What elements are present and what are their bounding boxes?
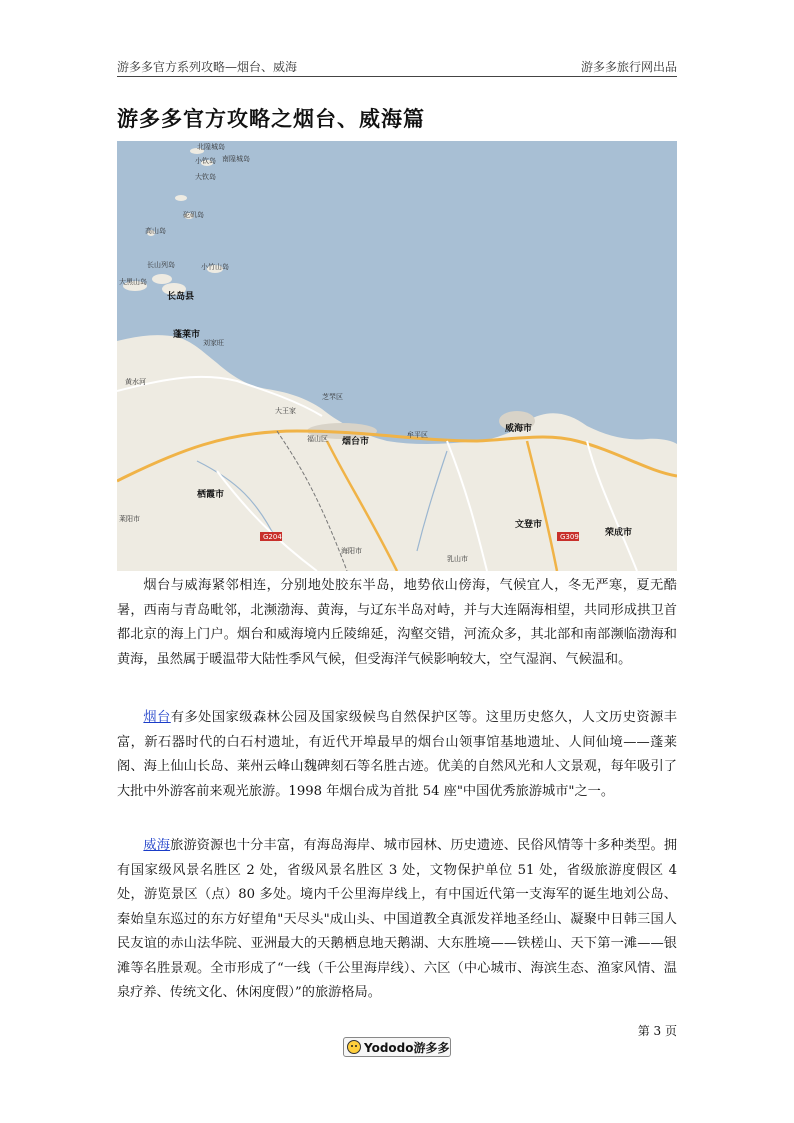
map-label: 福山区 xyxy=(307,435,328,443)
paragraph-yantai-text: 有多处国家级森林公园及国家级候鸟自然保护区等。这里历史悠久，人文历史资源丰富，新石器时代的白石村遗址，有近代开埠最早的烟台山领事馆基地遗址、人间仙境——蓬莱阁、海上仙山长岛、莱州云峰山魏碑刻石等名胜古迹。优美的自然风光和人文景观，每年吸引了大批中外游客前来观光旅游。1998 年烟台成为首批 54 座"中国优秀旅游城市"之一。 xyxy=(117,710,677,799)
map-label: 大黑山岛 xyxy=(119,278,147,286)
map-label: 乳山市 xyxy=(447,555,468,563)
map-label: 莱阳市 xyxy=(119,515,140,523)
paragraph-yantai xyxy=(117,706,677,804)
page-number: 第 3 页 xyxy=(637,1024,677,1038)
map-land xyxy=(117,335,677,571)
yantai-link[interactable]: 烟台 xyxy=(143,710,171,725)
map-label: 高山岛 xyxy=(145,227,166,235)
page-header xyxy=(117,56,677,77)
map-city-label: 荣成市 xyxy=(605,528,633,538)
map-city-label: 蓬莱市 xyxy=(173,330,201,340)
page-title: 游多多官方攻略之烟台、威海篇 xyxy=(117,107,425,131)
map-label: 海阳市 xyxy=(341,547,362,555)
map-island xyxy=(152,274,172,284)
map-label: 牟平区 xyxy=(407,431,428,439)
map-city-label: 栖霞市 xyxy=(197,490,225,500)
map-label: 砣矶岛 xyxy=(183,211,204,219)
road-label: G204 xyxy=(263,533,282,541)
header-right-text: 游多多旅行网出品 xyxy=(580,60,677,74)
road-label: G309 xyxy=(560,533,579,541)
map-label: 刘家旺 xyxy=(203,339,224,347)
map-label: 小钦岛 xyxy=(195,157,216,165)
map-city-label: 长岛县 xyxy=(167,292,195,302)
logo-text: Yododo游多多 xyxy=(364,1040,450,1055)
map-label: 北隍城岛 xyxy=(197,143,225,151)
map-city-label: 威海市 xyxy=(505,424,533,434)
map-label: 黄水河 xyxy=(125,378,146,386)
paragraph-weihai-text: 旅游资源也十分丰富，有海岛海岸、城市园林、历史遗迹、民俗风情等十多种类型。拥有国家级风景名胜区 2 处，省级风景名胜区 3 处，文物保护单位 51 处，省级旅游度假区 4 处，游览景区（点）80 多处。境内千公里海岸线上，有中国近代第一支海军的诞生地刘公岛、秦始皇东巡过的东方好望角"天尽头"成山头、中国道教全真派发祥地圣经山、凝聚中日韩三国人民友谊的赤山法华院、亚洲最大的天鹅栖息地天鹅湖、大东胜境——铁槎山、天下第一滩——银滩等名胜景观。全市形成了“一线（千公里海岸线）、六区（中心城市、海滨生态、渔家风情、温泉疗养、传统文化、休闲度假）”的旅游格局。 xyxy=(117,838,678,1000)
map-label: 小竹山岛 xyxy=(201,263,229,271)
map-label: 芝罘区 xyxy=(322,393,343,401)
map-island xyxy=(175,195,187,201)
header-left-text: 游多多官方系列攻略—烟台、威海 xyxy=(117,60,298,74)
region-map[interactable] xyxy=(117,141,677,571)
yododo-logo xyxy=(343,1037,451,1057)
paragraph-overview: 烟台与威海紧邻相连，分别地处胶东半岛，地势依山傍海，气候宜人，冬无严寒，夏无酷暑，西南与青岛毗邻，北濒渤海、黄海，与辽东半岛对峙，并与大连隔海相望，共同形成拱卫首都北京的海上门户。烟台和威海境内丘陵绵延，沟壑交错，河流众多，其北部和南部濒临渤海和黄海，虽然属于暖温带大陆性季风气候，但受海洋气候影响较大，空气湿润、气候温和。 xyxy=(117,578,677,667)
map-label: 大王家 xyxy=(275,407,296,415)
map-label: 大钦岛 xyxy=(195,173,216,181)
map-city-label: 文登市 xyxy=(515,520,543,530)
map-city-label: 烟台市 xyxy=(342,437,370,447)
map-label: 长山列岛 xyxy=(147,261,175,269)
map-label: 南隍城岛 xyxy=(222,155,250,163)
paragraph-weihai xyxy=(117,834,677,1006)
map-graphic xyxy=(117,141,677,571)
weihai-link[interactable]: 威海 xyxy=(143,838,171,853)
mascot-icon xyxy=(347,1040,361,1054)
